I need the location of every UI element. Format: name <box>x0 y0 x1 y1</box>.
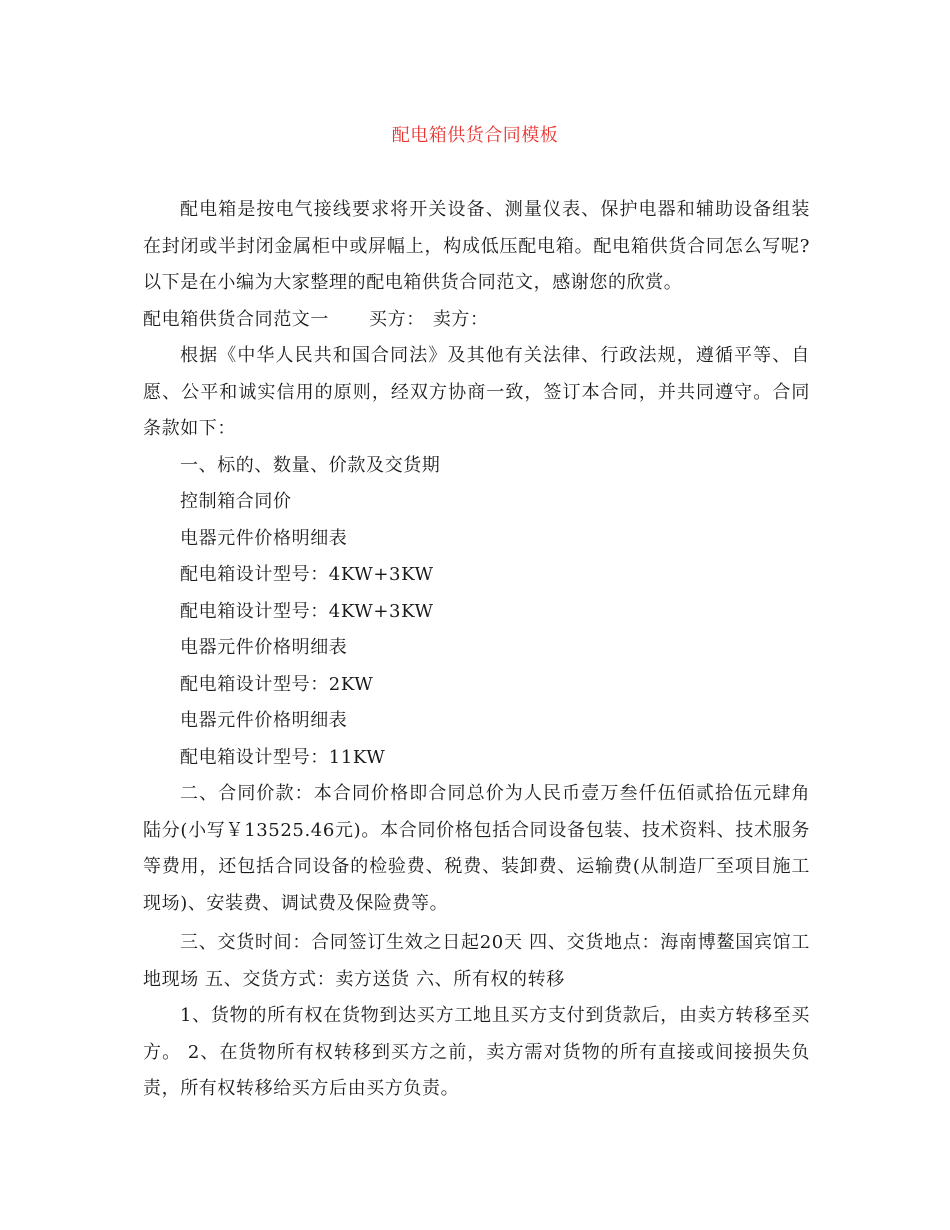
preamble-paragraph: 根据《中华人民共和国合同法》及其他有关法律、行政法规，遵循平等、自愿、公平和诚实信用的原则，经双方协商一致，签订本合同，并共同遵守。合同条款如下： <box>143 345 810 439</box>
clause-ownership-paragraph: 1、货物的所有权在货物到达买方工地且买方支付到货款后，由卖方转移至买方。 2、在货物所有权转移到买方之前，卖方需对货物的所有直接或间接损失负责，所有权转移给买方后由买方负责。 <box>143 1005 810 1099</box>
seller-label: 卖方： <box>432 308 489 330</box>
list-item: 配电箱设计型号：4KW+3KW <box>180 600 434 622</box>
section-heading-subject: 一、标的、数量、价款及交货期 <box>180 454 441 476</box>
clause-price-paragraph: 二、合同价款：本合同价格即合同总价为人民币壹万叁仟伍佰贰拾伍元肆角陆分(小写￥13525.46元)。本合同价格包括合同设备包装、技术资料、技术服务等费用，还包括合同设备的检验费、税费、装卸费、运输费(从制造厂至项目施工现场)、安装费、调试费及保险费等。 <box>143 783 810 914</box>
sample-heading-line <box>143 302 810 339</box>
list-item: 配电箱设计型号：11KW <box>180 746 386 768</box>
buyer-label: 买方： <box>369 308 425 330</box>
list-item: 电器元件价格明细表 <box>180 527 348 549</box>
list-item: 配电箱设计型号：4KW+3KW <box>180 564 434 585</box>
sample-heading: 配电箱供货合同范文一 <box>143 308 329 330</box>
intro-paragraph: 配电箱是按电气接线要求将开关设备、测量仪表、保护电器和辅助设备组装在封闭或半封闭金属柜中或屏幅上，构成低压配电箱。配电箱供货合同怎么写呢?以下是在小编为大家整理的配电箱供货合同范文，感谢您的欣赏。 <box>143 199 810 293</box>
list-item: 电器元件价格明细表 <box>180 710 348 731</box>
list-item: 配电箱设计型号：2KW <box>180 673 374 695</box>
clause-delivery-paragraph: 三、交货时间：合同签订生效之日起20天 四、交货地点：海南博鳌国宾馆工地现场 五、交货方式：卖方送货 六、所有权的转移 <box>143 932 810 990</box>
list-item: 电器元件价格明细表 <box>180 637 348 658</box>
document-body <box>143 192 810 1108</box>
document-title: 配电箱供货合同模板 <box>391 125 559 146</box>
list-item: 控制箱合同价 <box>180 491 292 512</box>
